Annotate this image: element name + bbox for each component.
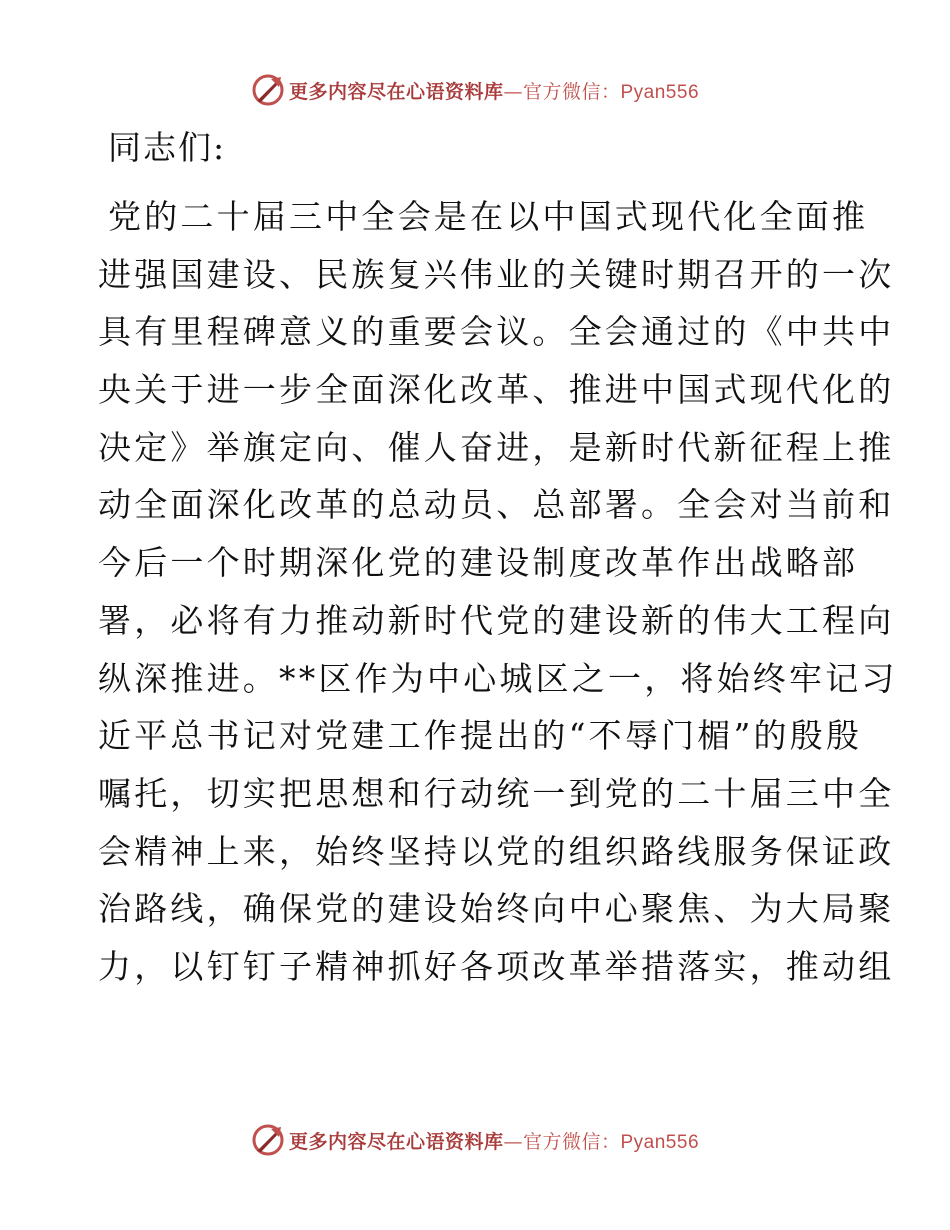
paragraph-line: 具有里程碑意义的重要会议。全会通过的《中共中	[98, 312, 895, 352]
watermark-main: 更多内容尽在心语资料库	[288, 1130, 504, 1153]
paragraph-line: 嘱托，切实把思想和行动统一到党的二十届三中全	[98, 773, 895, 813]
paragraph-line: 党的二十届三中全会是在以中国式现代化全面推	[108, 197, 869, 236]
watermark-sep: —	[503, 1130, 523, 1153]
body-paragraph	[98, 188, 898, 996]
paragraph-line: 署，必将有力推动新时代党的建设新的伟大工程向	[98, 600, 895, 640]
paragraph-line: 动全面深化改革的总动员、总部署。全会对当前和	[98, 485, 895, 525]
watermark-text	[289, 1127, 699, 1154]
watermark-footer	[0, 1120, 950, 1160]
watermark-sub: 官方微信：	[522, 1130, 621, 1153]
watermark-handle: Pyan556	[620, 1131, 700, 1153]
watermark-header	[0, 70, 950, 110]
paragraph-line: 决定》举旗定向、催人奋进，是新时代新征程上推	[98, 427, 895, 467]
paragraph-line: 今后一个时期深化党的建设制度改革作出战略部	[98, 543, 859, 583]
watermark-sep: —	[503, 80, 523, 103]
paragraph-line: 力，以钉钉子精神抓好各项改革举措落实，推动组	[98, 946, 895, 986]
paragraph-line: 会精神上来，始终坚持以党的组织路线服务保证政	[98, 831, 895, 871]
paragraph-line: 央关于进一步全面深化改革、推进中国式现代化的	[98, 370, 895, 410]
greeting: 同志们:	[108, 128, 227, 167]
paragraph-line: 纵深推进。**区作为中心城区之一，将始终牢记习	[98, 658, 898, 698]
paragraph-line: 进强国建设、民族复兴伟业的关键时期召开的一次	[98, 254, 895, 294]
quill-logo-icon	[251, 73, 285, 107]
quill-logo-icon	[251, 1123, 285, 1157]
watermark-text	[289, 77, 699, 104]
watermark-handle: Pyan556	[620, 81, 700, 103]
paragraph-line: 近平总书记对党建工作提出的“不辱门楣”的殷殷	[98, 716, 863, 756]
watermark-sub: 官方微信：	[522, 80, 621, 103]
paragraph-line: 治路线，确保党的建设始终向中心聚焦、为大局聚	[98, 889, 895, 929]
watermark-main: 更多内容尽在心语资料库	[288, 80, 504, 103]
